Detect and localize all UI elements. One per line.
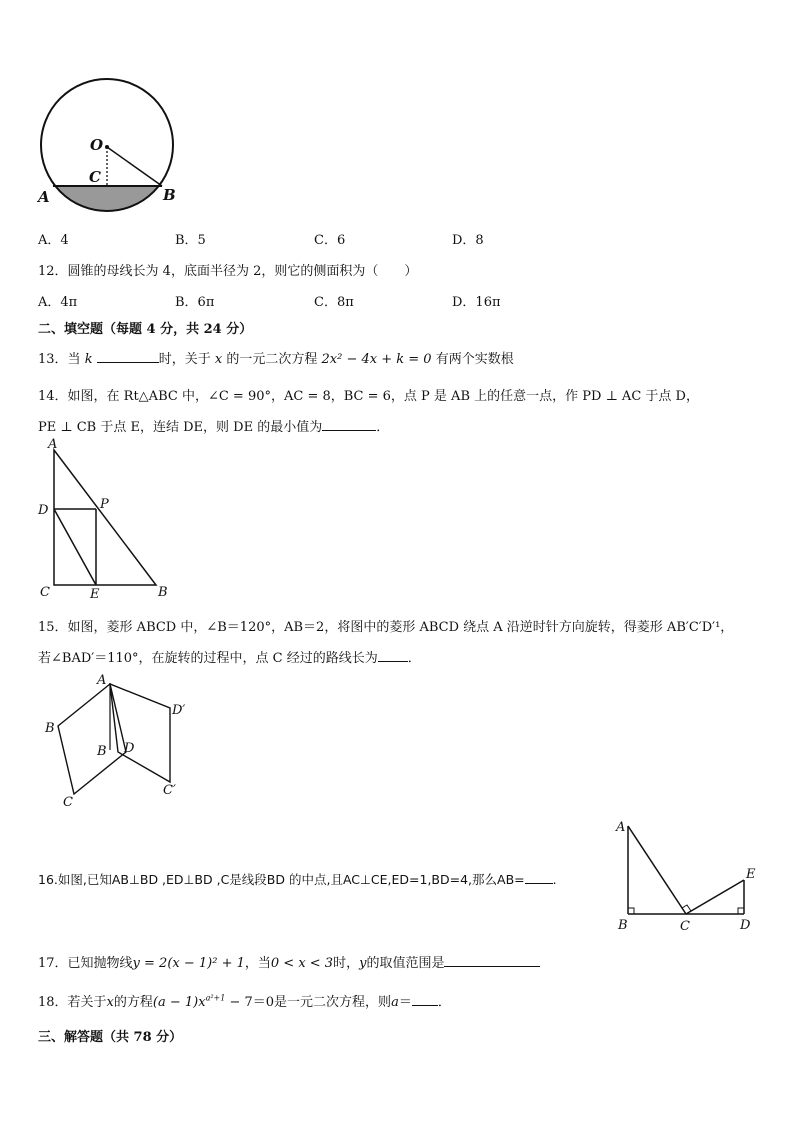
q17-var-y: y xyxy=(359,956,367,971)
q14-line2-end: ． xyxy=(376,420,390,435)
shaded-segment xyxy=(34,186,184,224)
q15-line2-text: 若∠BAD′＝110°，在旋转的过程中，点 C 经过的路线长为 xyxy=(38,651,378,666)
q18-eq-rest: − 7＝0 xyxy=(225,995,275,1010)
label-b: B xyxy=(618,918,628,933)
label-o: O xyxy=(90,136,104,154)
q17-post: 的取值范围是 xyxy=(366,956,445,971)
q17-line xyxy=(38,952,540,971)
label-d: D xyxy=(38,503,49,518)
q17-equation: y = 2(x − 1)² + 1 xyxy=(132,956,245,971)
q12-option-c: C．8π xyxy=(314,295,354,310)
q11-option-a: A．4 xyxy=(38,233,69,248)
segment-ac xyxy=(628,826,686,914)
q11-option-d: D．8 xyxy=(452,233,484,248)
q13-line xyxy=(38,348,514,367)
q18-end: ． xyxy=(437,995,451,1010)
q14-line2-text: PE ⊥ CB 于点 E，连结 DE，则 DE 的最小值为 xyxy=(38,420,323,435)
q14-triangle-figure xyxy=(34,436,174,601)
q12-stem: 12．圆锥的母线长为 4，底面半径为 2，则它的侧面积为（ ） xyxy=(38,264,418,279)
q13-post: 的一元二次方程 xyxy=(226,352,318,367)
q17-range: 0 < x < 3 xyxy=(270,956,334,971)
q15-line2-end: ． xyxy=(407,651,421,666)
q18-var-a: a xyxy=(391,995,399,1010)
q13-blank xyxy=(97,350,159,363)
label-a: A xyxy=(97,673,107,688)
label-a: A xyxy=(48,437,58,452)
right-angle-b xyxy=(628,908,634,914)
q18-post: 是一元二次方程，则 xyxy=(274,995,392,1010)
q15-blank xyxy=(378,649,408,662)
q17-mid2: 时， xyxy=(333,956,360,971)
q14-line1: 14．如图，在 Rt△ABC 中，∠C = 90°，AC = 8，BC = 6，点 P 是 AB 上的任意一点，作 PD ⊥ AC 于点 D， xyxy=(38,389,699,404)
rhombus-ab-c-d-prime xyxy=(110,684,170,782)
q16-blank xyxy=(525,871,553,884)
q13-mid: 时，关于 xyxy=(158,352,211,367)
segment-de xyxy=(54,509,96,585)
q18-pre: 18．若关于 xyxy=(38,995,107,1010)
q16-end: . xyxy=(552,872,557,887)
label-b-inner: B xyxy=(97,744,107,759)
q14-line2 xyxy=(38,416,389,435)
q11-option-b: B．5 xyxy=(175,233,206,248)
label-b: B xyxy=(45,721,55,736)
q17-blank xyxy=(444,954,540,967)
q15-rhombus-figure xyxy=(40,672,190,812)
q14-blank xyxy=(322,418,376,431)
label-c-prime: C′ xyxy=(163,783,176,798)
q18-eq-exp: a²+1 xyxy=(205,993,226,1003)
label-p: P xyxy=(100,497,109,512)
segment-ce xyxy=(686,880,744,914)
q18-tail: ＝ xyxy=(398,995,412,1010)
q13-equation: 2x² − 4x + k = 0 xyxy=(321,352,432,367)
q18-var-x: x xyxy=(106,995,114,1010)
q18-blank xyxy=(412,993,438,1006)
label-c: C xyxy=(89,168,101,186)
q16-text: 16.如图,已知AB⊥BD ,ED⊥BD ,C是线段BD 的中点,且AC⊥CE,ED=1,BD=4,那么AB= xyxy=(38,872,525,887)
q11-option-c: C．6 xyxy=(314,233,346,248)
label-c: C xyxy=(40,585,50,600)
center-point xyxy=(105,145,109,149)
q18-eq-base: (a − 1)x xyxy=(152,995,206,1010)
label-e: E xyxy=(90,587,100,601)
label-a: A xyxy=(616,820,626,835)
q15-line2 xyxy=(38,647,421,666)
label-b: B xyxy=(158,585,168,600)
label-d-prime: D′ xyxy=(172,703,186,718)
label-a: A xyxy=(38,188,50,206)
section-fill-in-title: 二、填空题（每题 4 分，共 24 分） xyxy=(38,322,253,337)
q12-option-d: D．16π xyxy=(452,295,501,310)
q12-option-b: B．6π xyxy=(175,295,215,310)
q13-var-x: x xyxy=(214,352,223,367)
label-d: D xyxy=(124,741,135,756)
q18-line xyxy=(38,991,451,1010)
q15-line1: 15．如图，菱形 ABCD 中，∠B＝120°，AB＝2，将图中的菱形 ABCD 绕点 A 沿逆时针方向旋转，得菱形 AB′C′D′¹， xyxy=(38,620,734,635)
q17-mid: ，当 xyxy=(244,956,271,971)
label-e: E xyxy=(746,867,756,882)
radius-ob xyxy=(107,147,162,186)
label-b: B xyxy=(163,186,176,204)
q11-circle-figure xyxy=(34,76,184,224)
right-angle-d xyxy=(738,908,744,914)
label-c: C xyxy=(680,919,690,934)
q13-pre: 13．当 xyxy=(38,352,81,367)
q12-option-a: A．4π xyxy=(38,295,78,310)
q17-pre: 17．已知抛物线 xyxy=(38,956,133,971)
q18-mid: 的方程 xyxy=(113,995,153,1010)
q16-line xyxy=(38,870,557,888)
q13-var-k: k xyxy=(84,352,93,367)
label-c: C xyxy=(63,795,73,810)
label-d: D xyxy=(740,918,751,933)
q13-tail: 有两个实数根 xyxy=(435,352,514,367)
q16-figure xyxy=(612,818,762,936)
section-solve-title: 三、解答题（共 78 分） xyxy=(38,1030,183,1045)
triangle-abc xyxy=(54,450,156,585)
